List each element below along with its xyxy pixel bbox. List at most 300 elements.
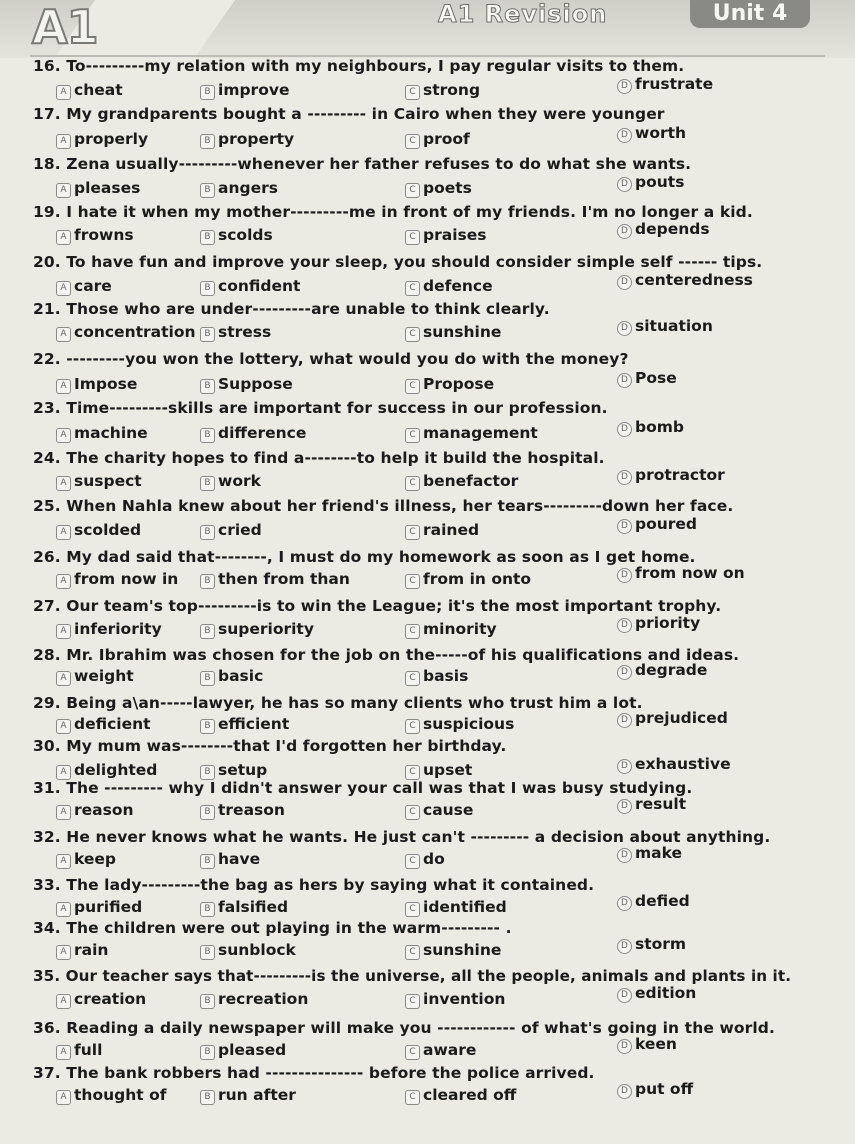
option-label: property [218, 130, 295, 148]
question-text: To have fun and improve your sleep, you should consider simple self ------ tips. [66, 253, 763, 271]
option-label: reason [74, 801, 134, 819]
option-letter-icon: B [200, 525, 215, 540]
option-letter-icon: A [56, 719, 71, 734]
option-letter-icon: B [200, 428, 215, 443]
answer-option[interactable] [56, 850, 116, 869]
answer-option[interactable] [405, 850, 445, 869]
option-label: creation [74, 990, 147, 1008]
option-label: sunshine [423, 323, 502, 341]
revision-title: A1 Revision [438, 0, 608, 28]
option-letter-icon: B [200, 902, 215, 917]
option-letter-icon: A [56, 183, 71, 198]
option-letter-icon: C [405, 854, 420, 869]
answer-option[interactable] [405, 898, 507, 917]
option-letter-icon: C [405, 327, 420, 342]
answer-option[interactable] [405, 667, 468, 686]
option-letter-icon: B [200, 854, 215, 869]
answer-option[interactable] [405, 277, 493, 296]
question-number: 16. [33, 57, 61, 75]
answer-option[interactable] [200, 472, 261, 491]
option-label: prejudiced [635, 709, 728, 727]
answer-option[interactable] [617, 935, 686, 954]
answer-option[interactable] [617, 844, 682, 863]
option-letter-icon: D [617, 128, 632, 143]
answer-option[interactable] [617, 369, 677, 388]
answer-option[interactable] [617, 1080, 693, 1099]
option-letter-icon: A [56, 85, 71, 100]
answer-option[interactable] [56, 620, 162, 639]
answer-option[interactable] [200, 990, 308, 1009]
question-stem [33, 548, 696, 566]
option-label: scolds [218, 226, 273, 244]
question-text: Being a\an-----lawyer, he has so many clients who trust him a lot. [66, 694, 643, 712]
option-label: recreation [218, 990, 309, 1008]
answer-option[interactable] [200, 667, 263, 686]
option-label: proof [423, 130, 470, 148]
question-text: The charity hopes to find a--------to help it build the hospital. [66, 449, 605, 467]
option-label: from now on [635, 564, 745, 582]
question-text: Time---------skills are important for success in our profession. [66, 399, 608, 417]
answer-option[interactable] [617, 614, 700, 633]
question-stem [33, 399, 608, 417]
question-number: 19. [33, 203, 61, 221]
answer-option[interactable] [617, 466, 725, 485]
option-letter-icon: B [200, 476, 215, 491]
answer-option[interactable] [200, 375, 293, 394]
answer-option[interactable] [200, 801, 285, 820]
question-text: ---------you won the lottery, what would you do with the money? [66, 350, 629, 368]
answer-option[interactable] [617, 892, 690, 911]
question-stem [33, 1064, 595, 1082]
option-letter-icon: C [405, 379, 420, 394]
question-text: Those who are under---------are unable to think clearly. [66, 300, 550, 318]
unit-badge: Unit 4 [690, 0, 810, 28]
question-text: Mr. Ibrahim was chosen for the job on the-----of his qualifications and ideas. [66, 646, 740, 664]
answer-option[interactable] [405, 226, 486, 245]
option-letter-icon: B [200, 765, 215, 780]
answer-option[interactable] [617, 984, 696, 1003]
answer-option[interactable] [617, 795, 686, 814]
option-label: praises [423, 226, 487, 244]
option-label: from in onto [423, 570, 532, 588]
question-stem [33, 105, 665, 123]
answer-option[interactable] [405, 179, 472, 198]
option-label: run after [218, 1086, 296, 1104]
option-letter-icon: A [56, 379, 71, 394]
option-letter-icon: A [56, 805, 71, 820]
option-letter-icon: D [617, 618, 632, 633]
question-number: 36. [33, 1019, 61, 1037]
option-label: edition [635, 984, 697, 1002]
option-label: exhaustive [635, 755, 731, 773]
option-letter-icon: C [405, 281, 420, 296]
question-stem [33, 737, 506, 755]
option-label: confident [218, 277, 301, 295]
answer-option[interactable] [617, 124, 686, 143]
option-label: setup [218, 761, 268, 779]
question-stem [33, 497, 733, 515]
question-stem [33, 350, 629, 368]
option-label: improve [218, 81, 290, 99]
question-stem [33, 203, 753, 221]
option-label: benefactor [423, 472, 519, 490]
question-number: 29. [33, 694, 61, 712]
question-stem [33, 449, 605, 467]
answer-option[interactable] [200, 850, 260, 869]
question-number: 23. [33, 399, 61, 417]
option-label: angers [218, 179, 278, 197]
option-letter-icon: C [405, 428, 420, 443]
option-letter-icon: A [56, 327, 71, 342]
option-label: priority [635, 614, 701, 632]
answer-option[interactable] [200, 179, 278, 198]
option-label: Impose [74, 375, 138, 393]
option-letter-icon: D [617, 79, 632, 94]
answer-option[interactable] [405, 323, 501, 342]
option-letter-icon: A [56, 994, 71, 1009]
option-label: Pose [635, 369, 677, 387]
question-stem [33, 779, 692, 797]
answer-option[interactable] [617, 271, 753, 290]
option-letter-icon: D [617, 177, 632, 192]
question-number: 21. [33, 300, 61, 318]
option-letter-icon: A [56, 902, 71, 917]
option-label: upset [423, 761, 473, 779]
answer-option[interactable] [56, 1041, 102, 1060]
option-label: difference [218, 424, 307, 442]
answer-option[interactable] [56, 472, 142, 491]
option-label: bomb [635, 418, 684, 436]
option-letter-icon: C [405, 574, 420, 589]
option-letter-icon: D [617, 224, 632, 239]
option-label: concentration [74, 323, 196, 341]
option-letter-icon: C [405, 765, 420, 780]
option-label: machine [74, 424, 148, 442]
question-number: 26. [33, 548, 61, 566]
option-label: basic [218, 667, 264, 685]
answer-option[interactable] [56, 941, 108, 960]
option-label: cause [423, 801, 474, 819]
answer-option[interactable] [617, 173, 684, 192]
option-label: superiority [218, 620, 314, 638]
option-letter-icon: C [405, 994, 420, 1009]
option-letter-icon: A [56, 134, 71, 149]
answer-option[interactable] [56, 570, 178, 589]
answer-option[interactable] [405, 570, 531, 589]
option-label: sunshine [423, 941, 502, 959]
question-stem [33, 597, 721, 615]
option-letter-icon: B [200, 574, 215, 589]
answer-option[interactable] [56, 424, 148, 443]
question-stem [33, 967, 791, 985]
question-number: 27. [33, 597, 61, 615]
answer-option[interactable] [56, 179, 140, 198]
option-label: identified [423, 898, 507, 916]
answer-option[interactable] [405, 81, 480, 100]
option-letter-icon: B [200, 1045, 215, 1060]
answer-option[interactable] [405, 941, 501, 960]
question-text: The children were out playing in the warm--------- . [66, 919, 512, 937]
option-letter-icon: D [617, 988, 632, 1003]
question-text: Reading a daily newspaper will make you ------------ of what's going in the world. [66, 1019, 775, 1037]
option-letter-icon: A [56, 281, 71, 296]
answer-option[interactable] [617, 1035, 677, 1054]
option-label: purified [74, 898, 143, 916]
question-text: The bank robbers had --------------- before the police arrived. [66, 1064, 595, 1082]
option-letter-icon: A [56, 574, 71, 589]
option-letter-icon: D [617, 896, 632, 911]
option-letter-icon: C [405, 476, 420, 491]
question-text: My dad said that--------, I must do my homework as soon as I get home. [66, 548, 696, 566]
option-letter-icon: C [405, 183, 420, 198]
option-label: defence [423, 277, 493, 295]
question-number: 20. [33, 253, 61, 271]
option-label: stress [218, 323, 272, 341]
option-letter-icon: D [617, 713, 632, 728]
option-label: keen [635, 1035, 677, 1053]
option-letter-icon: C [405, 902, 420, 917]
option-letter-icon: B [200, 183, 215, 198]
option-letter-icon: B [200, 230, 215, 245]
option-label: delighted [74, 761, 158, 779]
answer-option[interactable] [56, 130, 148, 149]
option-letter-icon: A [56, 671, 71, 686]
option-label: management [423, 424, 538, 442]
option-label: defied [635, 892, 690, 910]
option-letter-icon: C [405, 671, 420, 686]
answer-option[interactable] [200, 226, 273, 245]
answer-option[interactable] [56, 81, 123, 100]
option-letter-icon: D [617, 1084, 632, 1099]
option-letter-icon: A [56, 230, 71, 245]
option-letter-icon: A [56, 1090, 71, 1105]
answer-option[interactable] [405, 990, 505, 1009]
option-label: worth [635, 124, 687, 142]
answer-option[interactable] [56, 323, 196, 342]
answer-option[interactable] [200, 898, 288, 917]
question-number: 31. [33, 779, 61, 797]
option-label: deficient [74, 715, 151, 733]
option-label: frustrate [635, 75, 714, 93]
option-letter-icon: B [200, 1090, 215, 1105]
question-text: My mum was--------that I'd forgotten her birthday. [66, 737, 507, 755]
answer-option[interactable] [405, 375, 494, 394]
answer-option[interactable] [405, 761, 472, 780]
answer-option[interactable] [200, 277, 300, 296]
option-letter-icon: D [617, 848, 632, 863]
option-letter-icon: B [200, 327, 215, 342]
answer-option[interactable] [200, 570, 350, 589]
answer-option[interactable] [617, 220, 710, 239]
option-letter-icon: B [200, 379, 215, 394]
question-number: 18. [33, 155, 61, 173]
option-letter-icon: D [617, 665, 632, 680]
answer-option[interactable] [200, 941, 296, 960]
answer-option[interactable] [56, 375, 137, 394]
option-label: situation [635, 317, 713, 335]
answer-option[interactable] [617, 515, 697, 534]
answer-option[interactable] [56, 277, 112, 296]
answer-option[interactable] [617, 317, 713, 336]
question-number: 34. [33, 919, 61, 937]
option-letter-icon: A [56, 765, 71, 780]
question-text: To---------my relation with my neighbours, I pay regular visits to them. [66, 57, 685, 75]
option-letter-icon: B [200, 281, 215, 296]
option-label: poets [423, 179, 472, 197]
question-text: Our teacher says that---------is the universe, all the people, animals and plants in it. [65, 967, 792, 985]
question-text: Zena usually---------whenever her father refuses to do what she wants. [66, 155, 692, 173]
option-letter-icon: A [56, 624, 71, 639]
question-stem [33, 876, 594, 894]
question-number: 25. [33, 497, 61, 515]
option-letter-icon: B [200, 671, 215, 686]
option-letter-icon: B [200, 994, 215, 1009]
answer-option[interactable] [405, 424, 538, 443]
answer-option[interactable] [617, 418, 684, 437]
answer-option[interactable] [617, 661, 707, 680]
answer-option[interactable] [405, 1086, 516, 1105]
option-letter-icon: C [405, 624, 420, 639]
answer-option[interactable] [405, 620, 497, 639]
answer-option[interactable] [56, 1086, 166, 1105]
question-text: The lady---------the bag as hers by saying what it contained. [66, 876, 595, 894]
option-letter-icon: D [617, 1039, 632, 1054]
answer-option[interactable] [200, 424, 306, 443]
answer-option[interactable] [200, 1041, 286, 1060]
answer-option[interactable] [405, 801, 473, 820]
option-letter-icon: B [200, 945, 215, 960]
answer-option[interactable] [405, 715, 514, 734]
option-label: pleases [74, 179, 141, 197]
option-label: rained [423, 521, 480, 539]
option-label: efficient [218, 715, 290, 733]
option-label: degrade [635, 661, 708, 679]
question-text: When Nahla knew about her friend's illness, her tears---------down her face. [66, 497, 734, 515]
answer-option[interactable] [200, 1086, 296, 1105]
question-number: 28. [33, 646, 61, 664]
option-letter-icon: A [56, 1045, 71, 1060]
option-label: result [635, 795, 687, 813]
option-label: properly [74, 130, 149, 148]
question-number: 35. [33, 967, 61, 985]
option-label: do [423, 850, 445, 868]
question-number: 37. [33, 1064, 61, 1082]
answer-option[interactable] [200, 521, 262, 540]
question-text: Our team's top---------is to win the League; it's the most important trophy. [66, 597, 722, 615]
option-label: suspicious [423, 715, 515, 733]
option-label: poured [635, 515, 698, 533]
option-label: minority [423, 620, 497, 638]
option-letter-icon: D [617, 799, 632, 814]
answer-option[interactable] [405, 1041, 476, 1060]
question-stem [33, 57, 684, 75]
question-number: 24. [33, 449, 61, 467]
option-label: full [74, 1041, 103, 1059]
option-letter-icon: A [56, 525, 71, 540]
answer-option[interactable] [405, 130, 470, 149]
option-label: then from than [218, 570, 350, 588]
question-number: 22. [33, 350, 61, 368]
answer-option[interactable] [617, 755, 731, 774]
option-label: invention [423, 990, 506, 1008]
answer-option[interactable] [200, 81, 289, 100]
question-stem [33, 300, 550, 318]
answer-option[interactable] [200, 715, 289, 734]
answer-option[interactable] [617, 564, 745, 583]
option-letter-icon: C [405, 525, 420, 540]
option-letter-icon: D [617, 939, 632, 954]
option-label: rain [74, 941, 109, 959]
question-number: 32. [33, 828, 61, 846]
answer-option[interactable] [56, 521, 141, 540]
option-label: storm [635, 935, 687, 953]
answer-option[interactable] [56, 898, 142, 917]
option-label: depends [635, 220, 710, 238]
option-label: make [635, 844, 683, 862]
option-label: put off [635, 1080, 694, 1098]
option-letter-icon: D [617, 321, 632, 336]
answer-option[interactable] [56, 667, 134, 686]
option-label: have [218, 850, 261, 868]
option-letter-icon: D [617, 759, 632, 774]
option-letter-icon: A [56, 854, 71, 869]
question-text: I hate it when my mother---------me in front of my friends. I'm no longer a kid. [66, 203, 753, 221]
option-letter-icon: C [405, 1090, 420, 1105]
option-label: cheat [74, 81, 123, 99]
answer-option[interactable] [617, 709, 728, 728]
question-number: 30. [33, 737, 61, 755]
answer-option[interactable] [56, 715, 151, 734]
option-letter-icon: D [617, 422, 632, 437]
option-label: work [218, 472, 261, 490]
answer-option[interactable] [200, 620, 314, 639]
option-label: strong [423, 81, 481, 99]
answer-option[interactable] [56, 226, 134, 245]
answer-option[interactable] [200, 761, 267, 780]
answer-option[interactable] [56, 990, 146, 1009]
option-label: keep [74, 850, 117, 868]
option-label: weight [74, 667, 134, 685]
question-stem [33, 919, 512, 937]
answer-option[interactable] [617, 75, 713, 94]
answer-option[interactable] [405, 472, 518, 491]
option-letter-icon: C [405, 85, 420, 100]
answer-option[interactable] [200, 130, 294, 149]
answer-option[interactable] [200, 323, 271, 342]
option-letter-icon: C [405, 719, 420, 734]
option-letter-icon: C [405, 1045, 420, 1060]
question-number: 17. [33, 105, 61, 123]
answer-option[interactable] [56, 761, 157, 780]
option-label: cleared off [423, 1086, 517, 1104]
answer-option[interactable] [405, 521, 479, 540]
option-label: Propose [423, 375, 495, 393]
option-label: aware [423, 1041, 477, 1059]
option-label: falsified [218, 898, 289, 916]
option-label: inferiority [74, 620, 162, 638]
question-stem [33, 253, 762, 271]
answer-option[interactable] [56, 801, 134, 820]
option-letter-icon: B [200, 624, 215, 639]
option-label: suspect [74, 472, 142, 490]
option-letter-icon: D [617, 519, 632, 534]
option-label: scolded [74, 521, 142, 539]
option-letter-icon: D [617, 568, 632, 583]
option-label: basis [423, 667, 469, 685]
option-label: from now in [74, 570, 179, 588]
option-letter-icon: D [617, 470, 632, 485]
question-stem [33, 155, 691, 173]
